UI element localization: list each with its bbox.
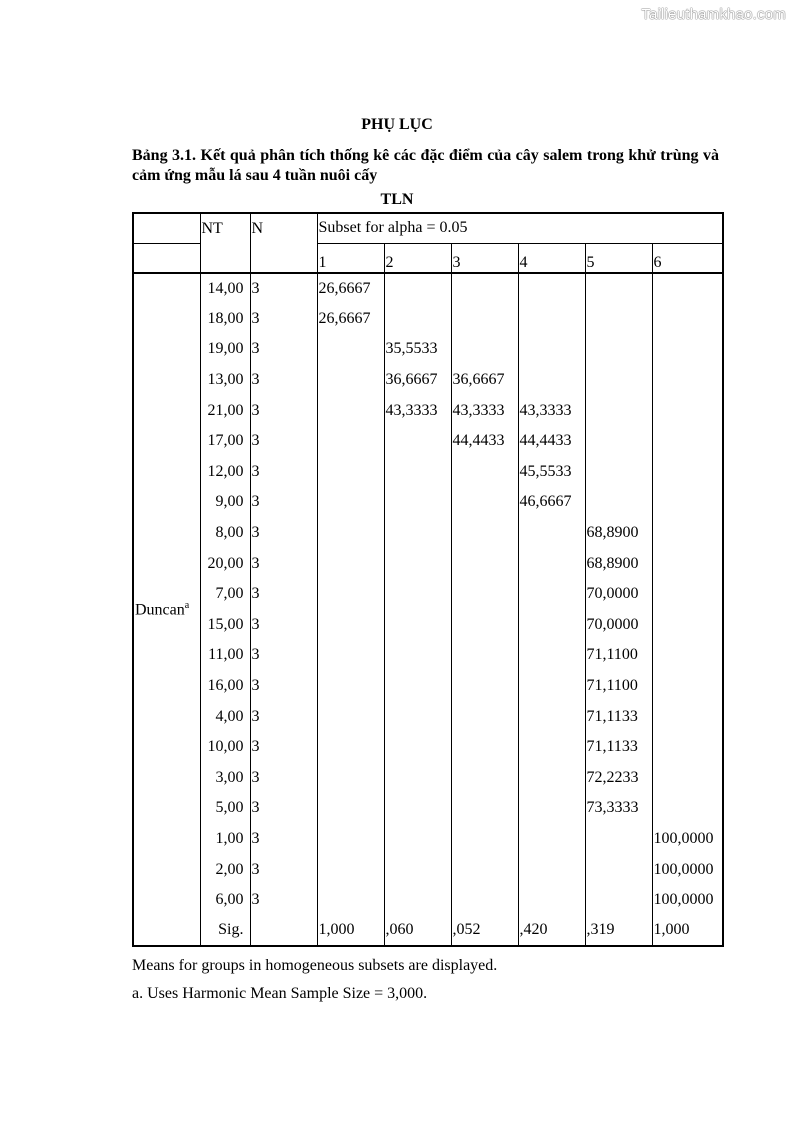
watermark: Tailieuthamkhao.com — [641, 6, 786, 23]
n-cell: 3 — [250, 487, 317, 518]
subset-5-cell: ,319 — [585, 915, 652, 946]
subset-3-cell — [451, 548, 518, 579]
subset-4-cell — [518, 824, 585, 855]
subset-5-cell: 68,8900 — [585, 518, 652, 549]
subset-6-cell — [652, 518, 723, 549]
n-cell: 3 — [250, 763, 317, 794]
subset-2-cell — [384, 671, 451, 702]
table-row — [133, 610, 723, 641]
subset-6-cell: 100,0000 — [652, 824, 723, 855]
table-row — [133, 426, 723, 457]
subset-5-cell: 73,3333 — [585, 793, 652, 824]
duncan-label — [133, 273, 200, 946]
subset-3-cell — [451, 610, 518, 641]
subset-2-cell — [384, 701, 451, 732]
subset-1-cell — [317, 763, 384, 794]
nt-cell: 13,00 — [200, 365, 250, 396]
subset-1-cell: 26,6667 — [317, 304, 384, 335]
sig-row — [133, 915, 723, 946]
subset-3-cell — [451, 793, 518, 824]
subset-3-cell — [451, 518, 518, 549]
n-cell: 3 — [250, 824, 317, 855]
nt-cell: 1,00 — [200, 824, 250, 855]
nt-cell: 19,00 — [200, 334, 250, 365]
subset-4-cell — [518, 701, 585, 732]
nt-cell: 3,00 — [200, 763, 250, 794]
subset-4-cell: 46,6667 — [518, 487, 585, 518]
sig-label: Sig. — [200, 915, 250, 946]
subset-5-cell — [585, 885, 652, 916]
subset-5-cell — [585, 334, 652, 365]
subset-4-cell — [518, 548, 585, 579]
nt-cell: 20,00 — [200, 548, 250, 579]
subset-2-cell: 35,5533 — [384, 334, 451, 365]
subset-2-cell — [384, 885, 451, 916]
subset-4-cell — [518, 579, 585, 610]
table-row — [133, 334, 723, 365]
nt-cell: 12,00 — [200, 457, 250, 488]
footnote-harmonic: a. Uses Harmonic Mean Sample Size = 3,000. — [132, 985, 428, 1002]
subset-3-cell — [451, 273, 518, 304]
subset-4-cell — [518, 671, 585, 702]
subset-4-cell — [518, 334, 585, 365]
subset-3-cell — [451, 334, 518, 365]
nt-cell: 4,00 — [200, 701, 250, 732]
subset-1-cell — [317, 579, 384, 610]
nt-cell: 6,00 — [200, 885, 250, 916]
subset-6-cell — [652, 701, 723, 732]
table-row — [133, 701, 723, 732]
subset-4-cell: 45,5533 — [518, 457, 585, 488]
n-cell: 3 — [250, 426, 317, 457]
duncan-label-text: Duncan — [135, 601, 185, 619]
n-cell: 3 — [250, 518, 317, 549]
subset-6-cell — [652, 273, 723, 304]
subset-header-2: 2 — [384, 243, 451, 273]
header-n: N — [250, 213, 317, 273]
subset-3-cell — [451, 732, 518, 763]
subset-2-cell — [384, 640, 451, 671]
subset-4-cell — [518, 610, 585, 641]
subset-1-cell — [317, 518, 384, 549]
subset-header-6: 6 — [652, 243, 723, 273]
subset-4-cell — [518, 365, 585, 396]
subset-1-cell — [317, 671, 384, 702]
subset-2-cell: 36,6667 — [384, 365, 451, 396]
header-corner-lower — [133, 243, 200, 273]
n-cell: 3 — [250, 885, 317, 916]
subset-3-cell — [451, 824, 518, 855]
table-caption: Bảng 3.1. Kết quả phân tích thống kê các đặc điểm của cây salem trong khử trùng và cảm ứng mẫu lá sau 4 tuần nuôi cấy — [132, 147, 719, 184]
subset-5-cell: 70,0000 — [585, 579, 652, 610]
subset-4-cell — [518, 273, 585, 304]
subset-4-cell — [518, 732, 585, 763]
subset-header-1: 1 — [317, 243, 384, 273]
header-nt: NT — [200, 213, 250, 273]
subset-header-4: 4 — [518, 243, 585, 273]
subset-2-cell — [384, 793, 451, 824]
subset-4-cell — [518, 518, 585, 549]
subset-5-cell — [585, 304, 652, 335]
n-cell — [250, 915, 317, 946]
subset-5-cell: 71,1133 — [585, 701, 652, 732]
subset-1-cell — [317, 854, 384, 885]
subset-header-5: 5 — [585, 243, 652, 273]
subset-5-cell: 71,1100 — [585, 671, 652, 702]
table-row — [133, 763, 723, 794]
header-corner — [133, 213, 200, 243]
subset-2-cell — [384, 732, 451, 763]
subset-6-cell: 100,0000 — [652, 885, 723, 916]
subset-5-cell: 70,0000 — [585, 610, 652, 641]
subset-6-cell — [652, 671, 723, 702]
n-cell: 3 — [250, 395, 317, 426]
subset-2-cell: 43,3333 — [384, 395, 451, 426]
subset-6-cell: 1,000 — [652, 915, 723, 946]
subset-4-cell — [518, 854, 585, 885]
subset-3-cell: ,052 — [451, 915, 518, 946]
subset-2-cell — [384, 426, 451, 457]
subset-3-cell — [451, 640, 518, 671]
table-row — [133, 518, 723, 549]
subset-1-cell: 1,000 — [317, 915, 384, 946]
subset-2-cell — [384, 548, 451, 579]
duncan-table — [132, 212, 724, 947]
subset-6-cell — [652, 304, 723, 335]
subset-6-cell — [652, 763, 723, 794]
subset-1-cell — [317, 548, 384, 579]
subset-4-cell — [518, 885, 585, 916]
nt-cell: 5,00 — [200, 793, 250, 824]
subset-5-cell — [585, 487, 652, 518]
n-cell: 3 — [250, 671, 317, 702]
subset-6-cell — [652, 579, 723, 610]
subset-5-cell — [585, 395, 652, 426]
subset-6-cell — [652, 640, 723, 671]
table-row — [133, 395, 723, 426]
nt-cell: 18,00 — [200, 304, 250, 335]
n-cell: 3 — [250, 854, 317, 885]
table-row — [133, 457, 723, 488]
subset-1-cell — [317, 732, 384, 763]
subset-6-cell — [652, 487, 723, 518]
subset-3-cell — [451, 885, 518, 916]
subset-5-cell — [585, 426, 652, 457]
subset-6-cell — [652, 426, 723, 457]
subset-1-cell — [317, 395, 384, 426]
subset-1-cell — [317, 793, 384, 824]
nt-cell: 10,00 — [200, 732, 250, 763]
subset-4-cell — [518, 763, 585, 794]
subset-1-cell — [317, 334, 384, 365]
subset-1-cell — [317, 365, 384, 396]
table-title: TLN — [380, 191, 414, 208]
table-row — [133, 304, 723, 335]
subset-5-cell — [585, 273, 652, 304]
subset-4-cell: 43,3333 — [518, 395, 585, 426]
table-row — [133, 579, 723, 610]
n-cell: 3 — [250, 793, 317, 824]
n-cell: 3 — [250, 732, 317, 763]
table-row — [133, 793, 723, 824]
subset-6-cell — [652, 395, 723, 426]
n-cell: 3 — [250, 579, 317, 610]
subset-1-cell — [317, 824, 384, 855]
nt-cell: 9,00 — [200, 487, 250, 518]
table-row — [133, 885, 723, 916]
subset-2-cell — [384, 579, 451, 610]
table-row — [133, 854, 723, 885]
subset-5-cell: 71,1100 — [585, 640, 652, 671]
subset-4-cell: 44,4433 — [518, 426, 585, 457]
nt-cell: 8,00 — [200, 518, 250, 549]
subset-2-cell — [384, 824, 451, 855]
table-row — [133, 365, 723, 396]
table-row — [133, 732, 723, 763]
nt-cell: 15,00 — [200, 610, 250, 641]
subset-6-cell — [652, 365, 723, 396]
subset-3-cell — [451, 671, 518, 702]
n-cell: 3 — [250, 304, 317, 335]
subset-5-cell — [585, 365, 652, 396]
subset-header-3: 3 — [451, 243, 518, 273]
subset-4-cell — [518, 304, 585, 335]
table-row — [133, 824, 723, 855]
subset-5-cell — [585, 854, 652, 885]
appendix-title: PHỤ LỤC — [361, 116, 433, 133]
subset-5-cell: 72,2233 — [585, 763, 652, 794]
nt-cell: 17,00 — [200, 426, 250, 457]
subset-2-cell — [384, 457, 451, 488]
subset-2-cell — [384, 854, 451, 885]
nt-cell: 11,00 — [200, 640, 250, 671]
table-row — [133, 671, 723, 702]
subset-3-cell: 43,3333 — [451, 395, 518, 426]
subset-5-cell: 68,8900 — [585, 548, 652, 579]
duncan-label-footnote-marker: a — [184, 599, 190, 611]
subset-3-cell — [451, 579, 518, 610]
subset-2-cell: ,060 — [384, 915, 451, 946]
n-cell: 3 — [250, 640, 317, 671]
subset-3-cell — [451, 763, 518, 794]
subset-5-cell — [585, 824, 652, 855]
subset-2-cell — [384, 763, 451, 794]
subset-3-cell — [451, 457, 518, 488]
subset-1-cell — [317, 610, 384, 641]
subset-1-cell — [317, 885, 384, 916]
subset-1-cell — [317, 487, 384, 518]
nt-cell: 21,00 — [200, 395, 250, 426]
subset-6-cell: 100,0000 — [652, 854, 723, 885]
subset-4-cell — [518, 793, 585, 824]
subset-1-cell — [317, 701, 384, 732]
header-subset: Subset for alpha = 0.05 — [317, 213, 723, 243]
n-cell: 3 — [250, 365, 317, 396]
subset-1-cell: 26,6667 — [317, 273, 384, 304]
subset-1-cell — [317, 640, 384, 671]
subset-6-cell — [652, 793, 723, 824]
subset-2-cell — [384, 487, 451, 518]
subset-1-cell — [317, 457, 384, 488]
subset-3-cell — [451, 854, 518, 885]
table-row — [133, 548, 723, 579]
subset-5-cell — [585, 457, 652, 488]
subset-2-cell — [384, 518, 451, 549]
subset-2-cell — [384, 610, 451, 641]
subset-6-cell — [652, 548, 723, 579]
subset-3-cell: 44,4433 — [451, 426, 518, 457]
header-row — [133, 213, 723, 243]
subset-6-cell — [652, 334, 723, 365]
subset-2-cell — [384, 304, 451, 335]
n-cell: 3 — [250, 334, 317, 365]
subset-4-cell: ,420 — [518, 915, 585, 946]
footnote-means: Means for groups in homogeneous subsets are displayed. — [132, 957, 498, 974]
subset-3-cell — [451, 701, 518, 732]
n-cell: 3 — [250, 548, 317, 579]
subset-3-cell: 36,6667 — [451, 365, 518, 396]
subset-6-cell — [652, 457, 723, 488]
subset-4-cell — [518, 640, 585, 671]
nt-cell: 14,00 — [200, 273, 250, 304]
nt-cell: 16,00 — [200, 671, 250, 702]
nt-cell: 2,00 — [200, 854, 250, 885]
nt-cell: 7,00 — [200, 579, 250, 610]
table-row — [133, 487, 723, 518]
subset-3-cell — [451, 304, 518, 335]
n-cell: 3 — [250, 610, 317, 641]
table-row — [133, 273, 723, 304]
subset-1-cell — [317, 426, 384, 457]
subset-6-cell — [652, 610, 723, 641]
subset-5-cell: 71,1133 — [585, 732, 652, 763]
subset-6-cell — [652, 732, 723, 763]
n-cell: 3 — [250, 273, 317, 304]
n-cell: 3 — [250, 457, 317, 488]
table-row — [133, 640, 723, 671]
n-cell: 3 — [250, 701, 317, 732]
subset-2-cell — [384, 273, 451, 304]
subset-3-cell — [451, 487, 518, 518]
